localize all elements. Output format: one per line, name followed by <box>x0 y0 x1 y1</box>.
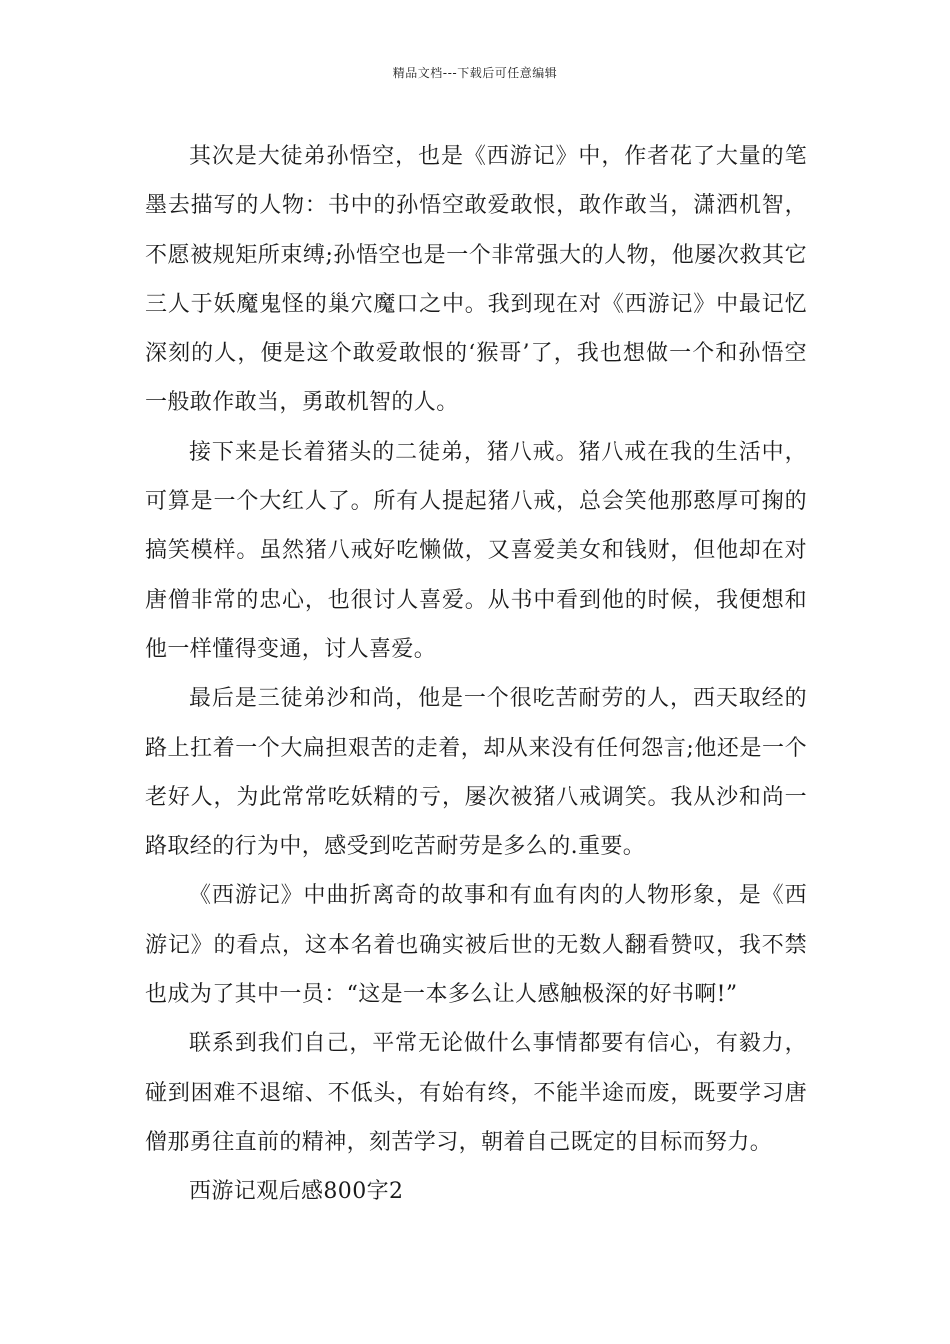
paragraph-sha-heshang: 最后是三徒弟沙和尚，他是一个很吃苦耐劳的人，西天取经的路上扛着一个大扁担艰苦的走着，却从来没有任何怨言;他还是一个老好人，为此常常吃妖精的亏，屡次被猪八戒调笑。我从沙和尚一路取经的行为中，感受到吃苦耐劳是多么的.重要。 <box>145 686 807 860</box>
paragraph-zhu-bajie: 接下来是长着猪头的二徒弟，猪八戒。猪八戒在我的生活中，可算是一个大红人了。所有人提起猪八戒，总会笑他那憨厚可掬的搞笑模样。虽然猪八戒好吃懒做，又喜爱美女和钱财，但他却在对唐僧非常的忠心，也很讨人喜爱。从书中看到他的时候，我便想和他一样懂得变通，讨人喜爱。 <box>145 439 807 662</box>
paragraph-conclusion: 联系到我们自己，平常无论做什么事情都要有信心，有毅力，碰到困难不退缩、不低头，有始有终，不能半途而废，既要学习唐僧那勇往直前的精神，刻苦学习，朝着自己既定的目标而努力。 <box>145 1031 807 1155</box>
page-header: 精品文档---下载后可任意编辑 <box>392 66 558 80</box>
paragraph-sun-wukong: 其次是大徒弟孙悟空，也是《西游记》中，作者花了大量的笔墨去描写的人物：书中的孙悟空敢爱敢恨，敢作敢当，潇洒机智，不愿被规矩所束缚;孙悟空也是一个非常强大的人物，他屡次救其它三人于妖魔鬼怪的巢穴魔口之中。我到现在对《西游记》中最记忆深刻的人，便是这个敢爱敢恨的‘猴哥’了，我也想做一个和孙悟空一般敢作敢当，勇敢机智的人。 <box>145 144 807 416</box>
paragraph-book-review: 《西游记》中曲折离奇的故事和有血有肉的人物形象，是《西游记》的看点，这本名着也确实被后世的无数人翻看赞叹，我不禁也成为了其中一员：“这是一本多么让人感触极深的好书啊!” <box>145 883 807 1008</box>
section-heading: 西游记观后感800字2 <box>189 1179 404 1205</box>
document-body <box>145 132 807 1217</box>
